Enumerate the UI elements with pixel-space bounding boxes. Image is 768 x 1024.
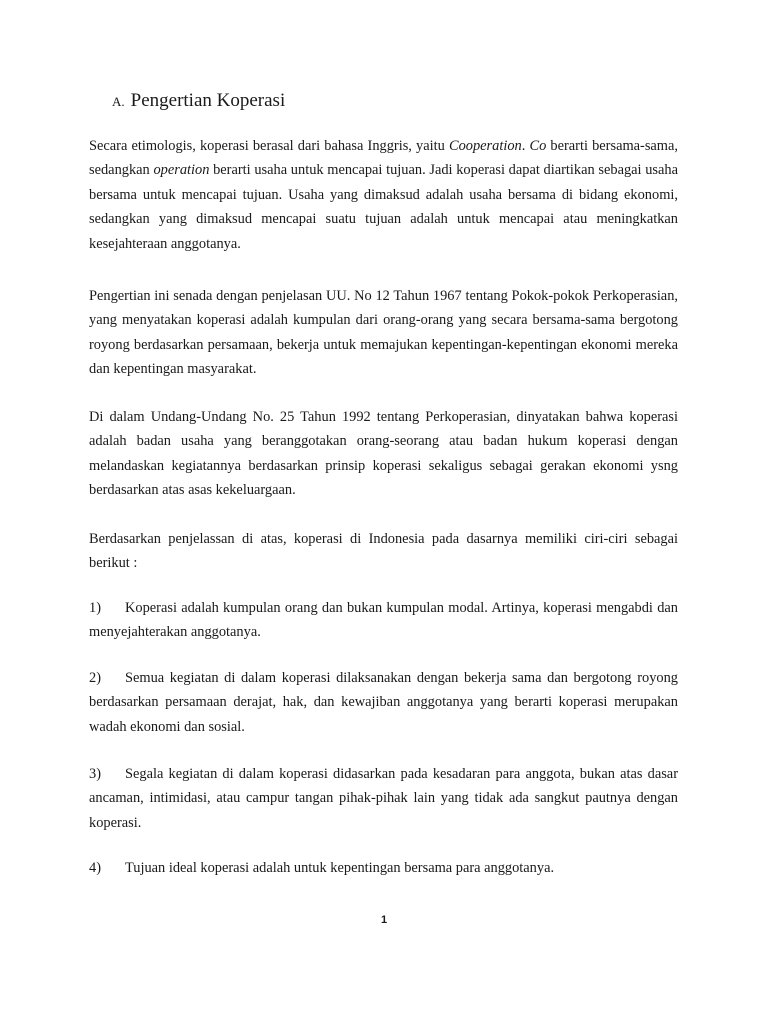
list-item-text: Koperasi adalah kumpulan orang dan bukan kumpulan modal. Artinya, koperasi mengabdi dan menyejahterakan anggotanya. (89, 600, 678, 641)
italic-term-co: Co (529, 138, 547, 154)
list-item (89, 596, 678, 645)
paragraph-characteristics-intro: Berdasarkan penjelassan di atas, koperasi di Indonesia pada dasarnya memiliki ciri-ciri sebagai berikut : (89, 531, 678, 572)
paragraph-text: berarti usaha untuk mencapai tujuan. Jadi koperasi dapat diartikan sebagai usaha bersama untuk mencapai tujuan. Usaha yang dimaksud adalah usaha bersama di bidang ekonomi, sedangkan yang dimaksud mencapai suatu tujuan adalah untuk mencapai atau meningkatkan kesejahteraan anggotanya. (89, 162, 678, 252)
paragraph-text: Secara etimologis, koperasi berasal dari bahasa Inggris, yaitu (89, 138, 449, 154)
italic-term-cooperation: Cooperation (448, 138, 522, 154)
list-item (89, 762, 678, 835)
italic-term-operation: operation (153, 162, 210, 179)
page-number: 1 (380, 914, 388, 926)
paragraph-text: berarti bersama-sama, sedangkan (89, 138, 678, 179)
list-item (89, 856, 678, 880)
paragraph-etymology (89, 134, 678, 256)
paragraph-uu-1967: Pengertian ini senada dengan penjelasan UU. No 12 Tahun 1967 tentang Pokok-pokok Perkoperasian, yang menyatakan koperasi adalah kumpulan dari orang-orang yang secara bersama-sama bergotong royong berdasarkan persamaan, bekerja untuk memajukan kepentingan-kepentingan ekonomi mereka dan kepentingan masyarakat. (89, 288, 678, 378)
section-letter: A. (112, 94, 125, 109)
list-item (89, 666, 678, 739)
paragraph-text: . (521, 138, 530, 154)
section-title: Pengertian Koperasi (130, 90, 286, 111)
section-heading (112, 88, 285, 115)
list-item-text: Semua kegiatan di dalam koperasi dilaksanakan dengan bekerja sama dan bergotong royong berdasarkan persamaan derajat, hak, dan kewajiban anggotanya yang berarti koperasi merupakan wadah ekonomi dan sosial. (89, 670, 678, 735)
paragraph-uu-1992: Di dalam Undang-Undang No. 25 Tahun 1992 tentang Perkoperasian, dinyatakan bahwa koperasi adalah badan usaha yang beranggotakan orang-seorang atau badan hukum koperasi dengan melandaskan kegiatannya berdasarkan prinsip koperasi sekaligus sebagai gerakan ekonomi ysng berdasarkan atas asas kekeluargaan. (89, 409, 678, 499)
list-item-number: 3) (89, 766, 101, 782)
list-item-number: 2) (89, 670, 101, 686)
list-item-number: 4) (89, 860, 101, 876)
list-item-text: Tujuan ideal koperasi adalah untuk kepentingan bersama para anggotanya. (125, 860, 555, 876)
list-item-text: Segala kegiatan di dalam koperasi didasarkan pada kesadaran para anggota, bukan atas dasar ancaman, intimidasi, atau campur tangan pihak-pihak lain yang tidak ada sangkut pautnya dengan koperasi. (89, 766, 678, 831)
list-item-number: 1) (89, 600, 101, 616)
